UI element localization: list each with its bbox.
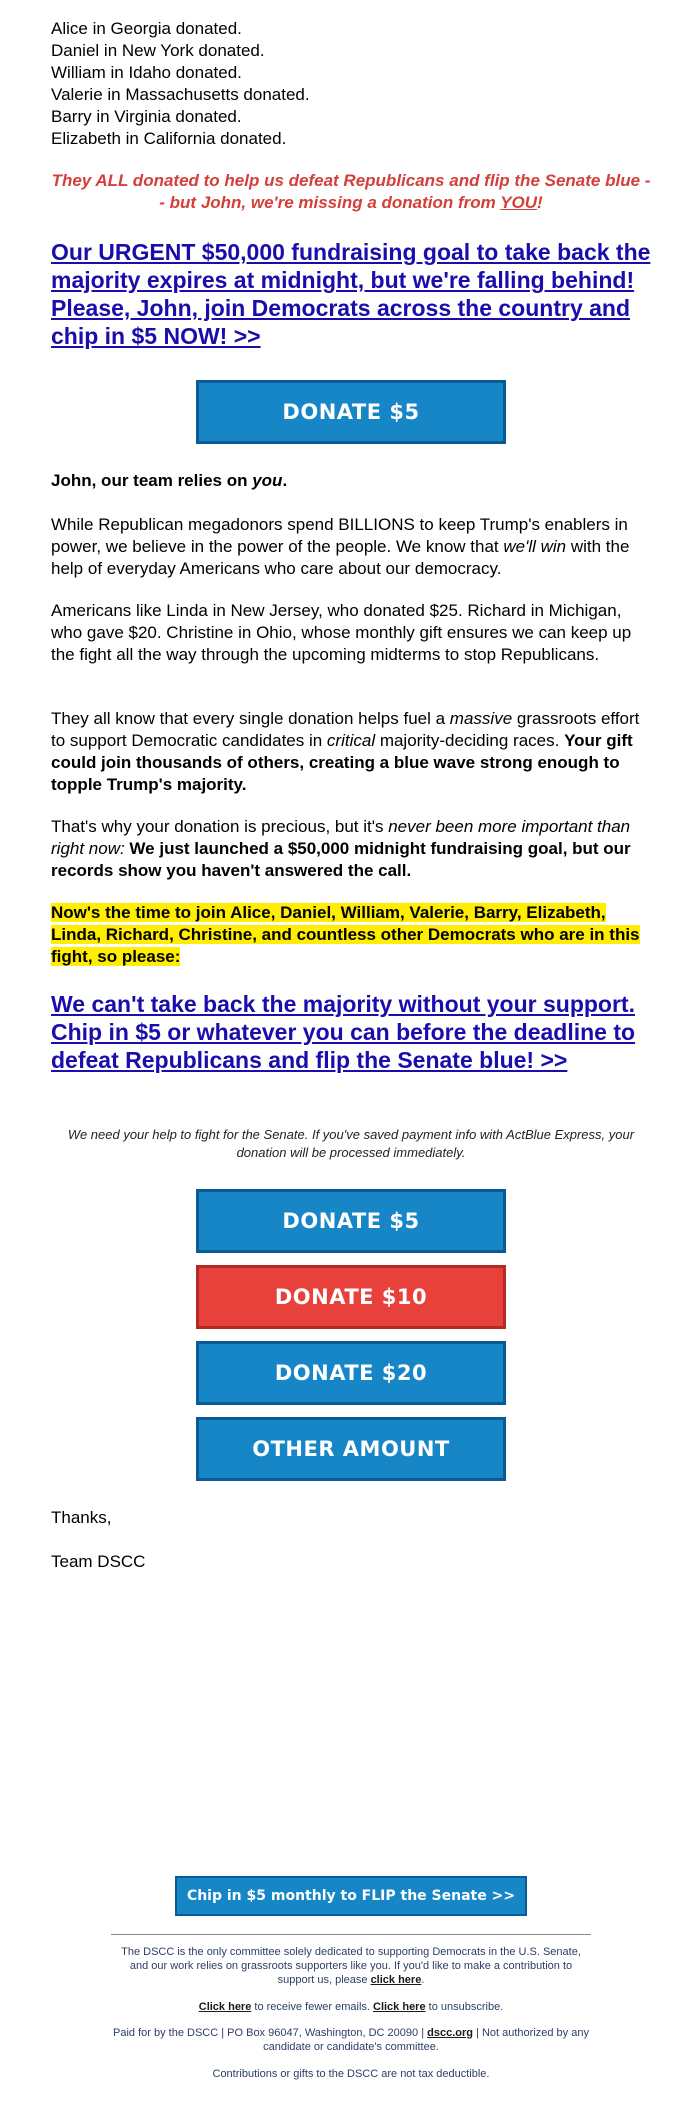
donate-5-button[interactable]: DONATE $5 — [196, 1189, 506, 1253]
team-signature: Team DSCC — [51, 1552, 146, 1571]
donor-line: Barry in Virginia donated. — [51, 107, 242, 126]
majority-donate-link[interactable]: We can't take back the majority without your support. Chip in $5 or whatever you can before the deadline to defeat Republicans and flip the Senate blue! >> — [51, 991, 636, 1073]
footer-email-prefs: Click here to receive fewer emails. Click here to unsubscribe. — [198, 2001, 504, 2013]
donor-line: Valerie in Massachusetts donated. — [51, 85, 310, 104]
donate-10-button[interactable]: DONATE $10 — [196, 1265, 506, 1329]
megadonors-paragraph: While Republican megadonors spend BILLIONS to keep Trump's enablers in power, we believe in the power of the people. We know that we'll win with the help of everyday Americans who care about our democracy. — [51, 515, 630, 578]
thanks-signoff: Thanks, — [51, 1508, 112, 1527]
other-amount-button[interactable]: OTHER AMOUNT — [196, 1417, 506, 1481]
contribute-link[interactable]: click here — [370, 1974, 422, 1986]
dscc-site-link[interactable]: dscc.org — [427, 2027, 473, 2039]
donor-line: Elizabeth in California donated. — [51, 129, 287, 148]
grassroots-paragraph: They all know that every single donation helps fuel a massive grassroots effort to support Democratic candidates in critical majority-deciding races. Your gift could join thousands of others, creating a blue wave strong enough to topple Trump's majority. — [51, 709, 640, 794]
footer-divider — [111, 1934, 591, 1935]
donate-20-button[interactable]: DONATE $20 — [196, 1341, 506, 1405]
donate-5-button[interactable]: DONATE $5 — [196, 380, 506, 444]
actblue-note: We need your help to fight for the Senate. If you've saved payment info with ActBlue Express, your donation will be processed immediately. — [67, 1127, 635, 1160]
monthly-donate-button[interactable]: Chip in $5 monthly to FLIP the Senate >> — [175, 1876, 527, 1916]
footer-about: The DSCC is the only committee solely dedicated to supporting Democrats in the U.S. Senate, and our work relies on grassroots supporters like you. If you'd like to make a contribution to support us, please click here. — [121, 1946, 581, 1986]
donor-line: Alice in Georgia donated. — [51, 19, 242, 38]
urgent-donate-link[interactable]: Our URGENT $50,000 fundraising goal to take back the majority expires at midnight, but we're falling behind! Please, John, join Democrats across the country and chip in $5 NOW! >> — [51, 239, 651, 349]
highlighted-call-to-join: Now's the time to join Alice, Daniel, William, Valerie, Barry, Elizabeth, Linda, Richard, Christine, and countless other Democrats who are in this fight, so please: — [51, 903, 640, 966]
donor-line: William in Idaho donated. — [51, 63, 242, 82]
goal-paragraph: That's why your donation is precious, but it's never been more important than right now: We just launched a $50,000 midnight fundraising goal, but our records show you haven't answered the call. — [51, 817, 631, 880]
you-emphasis: YOU — [500, 193, 538, 212]
footer-tax-note: Contributions or gifts to the DSCC are not tax deductible. — [212, 2068, 490, 2080]
donor-list — [51, 18, 310, 150]
missing-donation-callout: They ALL donated to help us defeat Republicans and flip the Senate blue -- but John, we're missing a donation from YOU! — [51, 171, 651, 212]
footer-paid-for: Paid for by the DSCC | PO Box 96047, Washington, DC 20090 | dscc.org | Not authorized by any candidate or candidate's committee. — [113, 2027, 589, 2053]
donor-line: Daniel in New York donated. — [51, 41, 265, 60]
unsubscribe-link[interactable]: Click here — [373, 2001, 426, 2013]
team-relies-heading: John, our team relies on you. — [51, 471, 288, 490]
fewer-emails-link[interactable]: Click here — [198, 2001, 252, 2013]
americans-paragraph: Americans like Linda in New Jersey, who donated $25. Richard in Michigan, who gave $20. Christine in Ohio, whose monthly gift ensures we can keep up the fight all the way through the upcoming midterms to stop Republicans. — [51, 601, 632, 664]
